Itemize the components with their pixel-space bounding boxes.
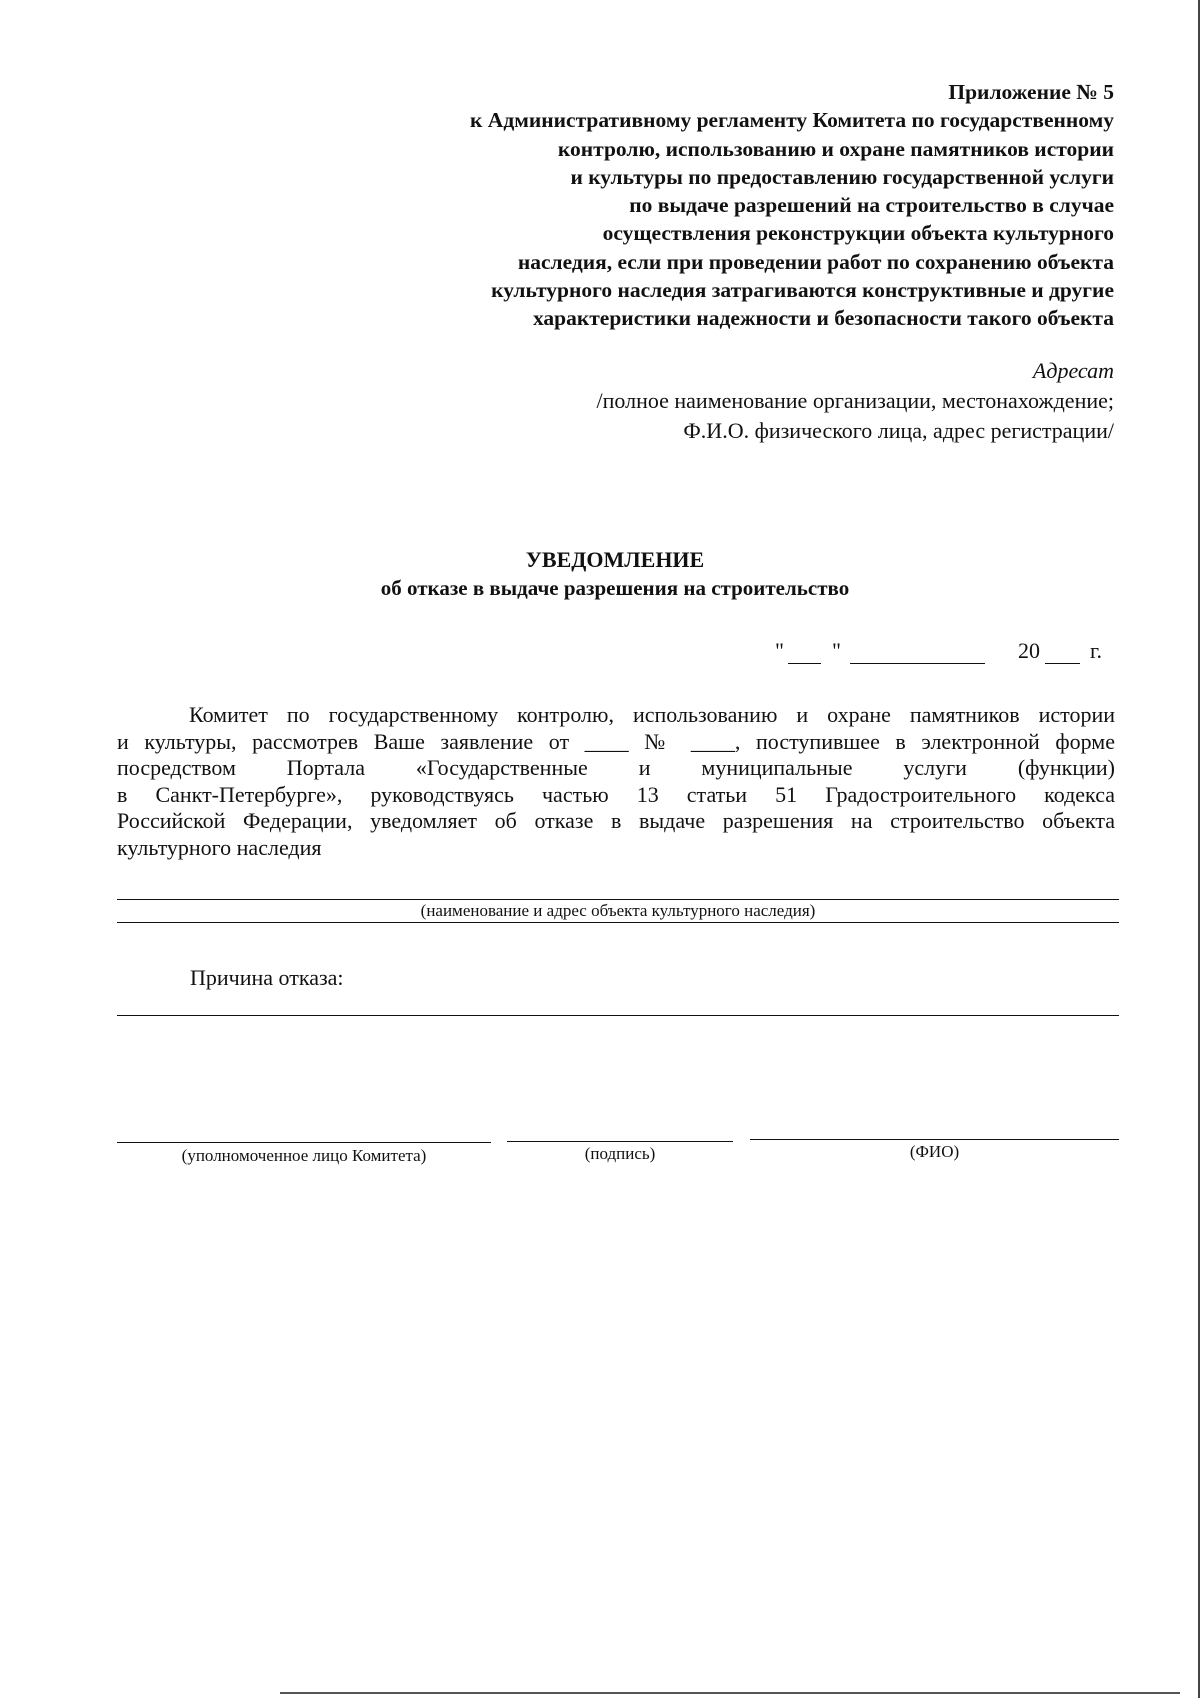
body-line: Российской Федерации, уведомляет об отказе в выдаче разрешения на строительство объекта <box>117 808 1115 833</box>
name-caption: (ФИО) <box>909 1142 960 1161</box>
date-close-quote: " <box>832 638 841 663</box>
object-line-2 <box>117 922 1119 923</box>
body-line: Комитет по государственному контролю, использованию и охране памятников истории <box>189 702 1115 727</box>
appendix-line: наследия, если при проведении работ по сохранению объекта <box>517 249 1114 274</box>
appendix-line: и культуры по предоставлению государственной услуги <box>570 164 1114 189</box>
date-line <box>770 636 1120 666</box>
body-line: и культуры, рассмотрев Ваше заявление от ____ № ____, поступившее в электронной форме <box>117 728 1115 754</box>
date-open-quote: " <box>775 638 784 663</box>
month-blank <box>850 663 985 664</box>
body-line: культурного наследия <box>117 834 322 860</box>
year-blank <box>1045 663 1080 664</box>
appendix-line: контролю, использованию и охране памятников истории <box>557 136 1114 161</box>
addressee-block <box>214 356 1114 446</box>
notice-body <box>117 702 1115 861</box>
reason-label: Причина отказа: <box>190 965 344 990</box>
scan-edge-bottom <box>280 1692 1180 1694</box>
official-line <box>117 1142 491 1143</box>
appendix-line: культурного наследия затрагиваются конструктивные и другие <box>491 278 1114 303</box>
addressee-line: Ф.И.О. физического лица, адрес регистрации/ <box>683 418 1114 443</box>
appendix-header <box>214 78 1114 333</box>
notice-title: УВЕДОМЛЕНИЕ <box>525 547 705 572</box>
body-line: посредством Портала «Государственные и муниципальные услуги (функции) <box>117 755 1115 780</box>
addressee-line: /полное наименование организации, местонахождение; <box>596 388 1114 413</box>
year-prefix: 20 <box>1018 638 1040 663</box>
official-caption: (уполномоченное лицо Комитета) <box>181 1146 427 1165</box>
notice-subtitle: об отказе в выдаче разрешения на строительство <box>380 576 850 600</box>
signature-caption: (подпись) <box>584 1144 656 1163</box>
appendix-line: осуществления реконструкции объекта культурного <box>602 221 1114 246</box>
addressee-label: Адресат <box>1032 358 1114 383</box>
year-suffix: г. <box>1090 638 1103 663</box>
reason-line <box>117 1015 1119 1016</box>
day-blank <box>788 663 821 664</box>
appendix-line: характеристики надежности и безопасности такого объекта <box>532 306 1114 331</box>
appendix-line: Приложение № 5 <box>948 80 1114 104</box>
appendix-line: по выдаче разрешений на строительство в случае <box>629 193 1114 218</box>
appendix-line: к Административному регламенту Комитета по государственному <box>470 108 1114 133</box>
body-line: в Санкт-Петербурге», руководствуясь частью 13 статьи 51 Градостроительного кодекса <box>117 781 1115 807</box>
object-caption: (наименование и адрес объекта культурного наследия) <box>420 901 816 920</box>
